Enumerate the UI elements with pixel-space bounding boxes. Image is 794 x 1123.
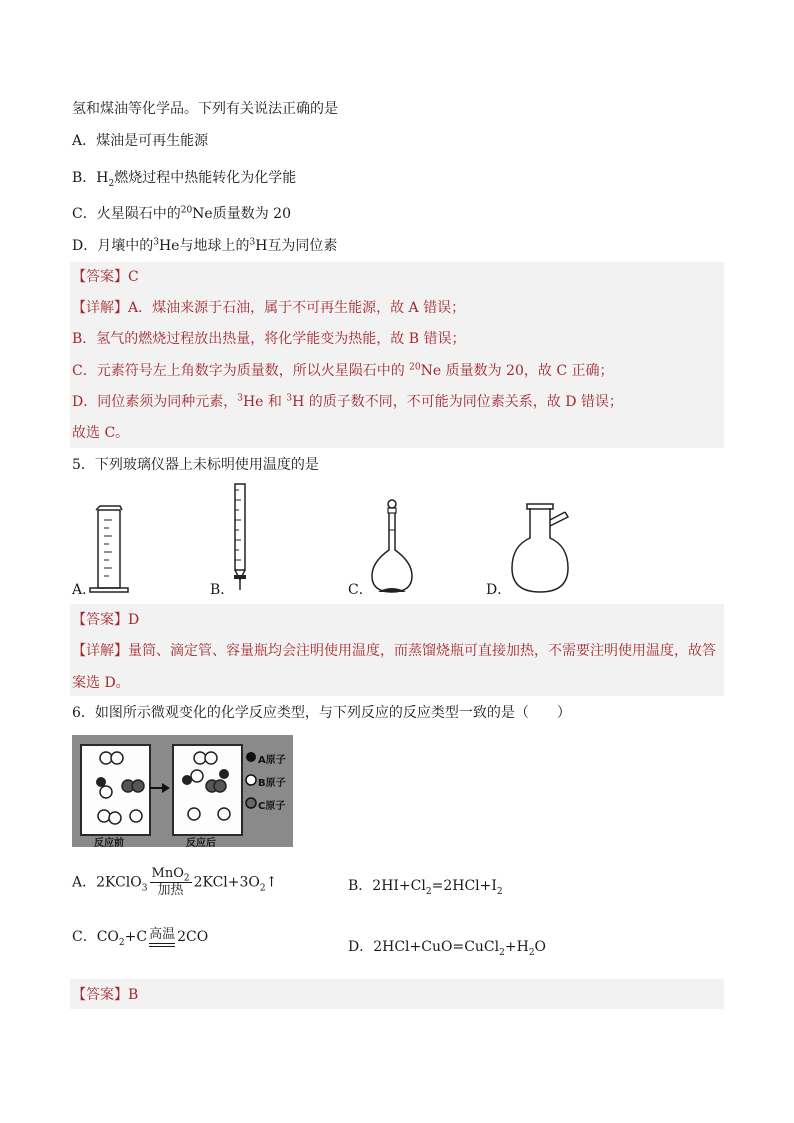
q4-detail-3: C．元素符号左上角数字为质量数，所以火星陨石中的 $^{20}$Ne 质量数为 20，故 C 正确； (72, 362, 614, 379)
arrow-right-icon (150, 783, 170, 793)
volumetric-flask-icon (372, 500, 412, 592)
q6-answer: 【答案】B (72, 987, 139, 1003)
q5-question: 5．下列玻璃仪器上未标明使用温度的是 (72, 457, 319, 473)
burette-icon (234, 484, 246, 590)
q4-answer-box (70, 262, 724, 448)
q5-label-d: D． (486, 582, 512, 598)
q5-label-a: A． (72, 582, 97, 598)
q6-reaction-diagram (72, 735, 293, 847)
q4-answer: 【答案】C (72, 269, 139, 285)
q6-option-d: D．$2HCl+CuO=CuCl_2+H_2O$ (348, 939, 547, 958)
q5-instruments (60, 480, 620, 600)
label-after: 反应后 (186, 838, 216, 849)
legend-c-atom: C原子 (258, 801, 286, 812)
q5-detail-1: 【详解】量筒、滴定管、容量瓶均会注明使用温度，而蒸馏烧瓶可直接加热，不需要注明使用温度，故答 (72, 643, 716, 659)
q4-detail-1: 【详解】A．煤油来源于石油，属于不可再生能源，故 A 错误； (72, 300, 466, 316)
q4-option-d: D．月壤中的$^3$He与地球上的$^3$H互为同位素 (72, 237, 338, 254)
q6-question: 6．如图所示微观变化的化学反应类型，与下列反应的反应类型一致的是（ ） (72, 705, 571, 721)
legend-b-atom: B原子 (258, 778, 286, 789)
distillation-flask-icon (512, 504, 568, 592)
q4-option-a: A．煤油是可再生能源 (72, 133, 209, 149)
q4-option-c: C．火星陨石中的$^{20}$Ne质量数为 20 (72, 205, 291, 222)
q5-detail-2: 案选 D。 (72, 675, 130, 691)
q6-answer-box (70, 979, 724, 1009)
q4-detail-5: 故选 C。 (72, 425, 130, 441)
legend-icons (244, 751, 258, 821)
q6-option-a: A．2KClO$_3$ $\frac{MnO_2}{\text{加热}}$ $2KCl+3O_2↑$ (72, 866, 278, 898)
after-panel (172, 744, 243, 836)
q5-answer: 【答案】D (72, 612, 140, 628)
q6-option-b: B．$2HI+Cl_2=2HCl+I_2$ (348, 878, 503, 897)
q5-label-c: C． (348, 582, 373, 598)
q4-detail-2: B．氢气的燃烧过程放出热量，将化学能变为热能，故 B 错误； (72, 331, 466, 347)
label-before: 反应前 (94, 838, 124, 849)
q5-label-b: B． (210, 582, 235, 598)
q4-intro: 氢和煤油等化学品。下列有关说法正确的是 (72, 101, 338, 117)
legend-a-atom: A原子 (258, 755, 286, 766)
before-panel (80, 744, 151, 836)
q4-option-b: B．$H_2$燃烧过程中热能转化为化学能 (72, 170, 297, 189)
q6-option-c: C．$CO_2+C$ 高温 2CO (72, 927, 209, 948)
q4-detail-4: D．同位素须为同种元素，$^3$He 和 $^3$H 的质子数不同，不可能为同位素关系，故 D 错误； (72, 393, 623, 410)
